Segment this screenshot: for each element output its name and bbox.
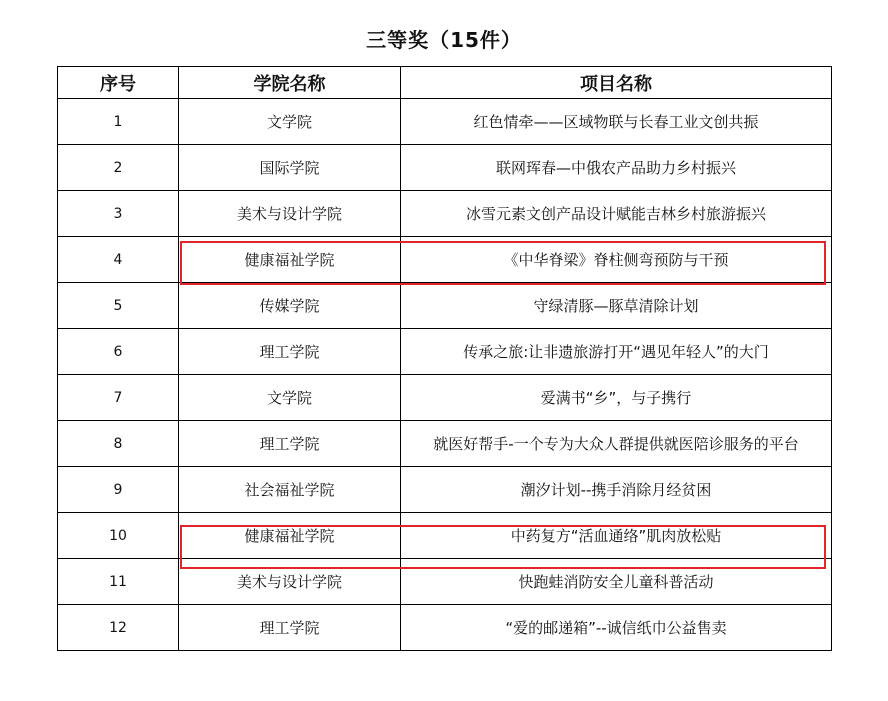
college-name: 社会福祉学院 bbox=[179, 467, 401, 513]
row-number: 10 bbox=[58, 513, 179, 559]
college-name: 理工学院 bbox=[179, 329, 401, 375]
row-number: 7 bbox=[58, 375, 179, 421]
table-row bbox=[58, 145, 832, 191]
college-name: 文学院 bbox=[179, 375, 401, 421]
project-name: 中药复方“活血通络”肌肉放松贴 bbox=[401, 513, 832, 559]
table-row bbox=[58, 283, 832, 329]
row-number: 6 bbox=[58, 329, 179, 375]
college-name: 美术与设计学院 bbox=[179, 559, 401, 605]
table-row bbox=[58, 99, 832, 145]
column-header-project: 项目名称 bbox=[401, 67, 832, 99]
table-row bbox=[58, 467, 832, 513]
college-name: 文学院 bbox=[179, 99, 401, 145]
college-name: 理工学院 bbox=[179, 421, 401, 467]
table-row bbox=[58, 375, 832, 421]
college-name: 健康福祉学院 bbox=[179, 513, 401, 559]
table-row bbox=[58, 559, 832, 605]
project-name: 快跑蛙消防安全儿童科普活动 bbox=[401, 559, 832, 605]
project-name: 联网珲春—中俄农产品助力乡村振兴 bbox=[401, 145, 832, 191]
column-header-number: 序号 bbox=[58, 67, 179, 99]
row-number: 2 bbox=[58, 145, 179, 191]
row-number: 3 bbox=[58, 191, 179, 237]
project-name: 就医好帮手-一个专为大众人群提供就医陪诊服务的平台 bbox=[401, 421, 832, 467]
row-number: 8 bbox=[58, 421, 179, 467]
award-title: 三等奖（15件） bbox=[366, 28, 522, 52]
project-name: 红色情牵——区域物联与长春工业文创共振 bbox=[401, 99, 832, 145]
table-row bbox=[58, 513, 832, 559]
table-row bbox=[58, 421, 832, 467]
table-row bbox=[58, 605, 832, 651]
row-number: 12 bbox=[58, 605, 179, 651]
column-header-college: 学院名称 bbox=[179, 67, 401, 99]
college-name: 国际学院 bbox=[179, 145, 401, 191]
awards-table bbox=[57, 66, 832, 651]
project-name: 守绿清豚—豚草清除计划 bbox=[401, 283, 832, 329]
project-name: 《中华脊梁》脊柱侧弯预防与干预 bbox=[401, 237, 832, 283]
college-name: 美术与设计学院 bbox=[179, 191, 401, 237]
row-number: 5 bbox=[58, 283, 179, 329]
project-name: 爱满书“乡”，与子携行 bbox=[401, 375, 832, 421]
project-name: 冰雪元素文创产品设计赋能吉林乡村旅游振兴 bbox=[401, 191, 832, 237]
college-name: 健康福祉学院 bbox=[179, 237, 401, 283]
college-name: 理工学院 bbox=[179, 605, 401, 651]
project-name: 潮汐计划--携手消除月经贫困 bbox=[401, 467, 832, 513]
table-row bbox=[58, 329, 832, 375]
project-name: “爱的邮递箱”--诚信纸巾公益售卖 bbox=[401, 605, 832, 651]
row-number: 9 bbox=[58, 467, 179, 513]
table-header-row bbox=[58, 67, 832, 99]
row-number: 1 bbox=[58, 99, 179, 145]
table-row bbox=[58, 237, 832, 283]
row-number: 11 bbox=[58, 559, 179, 605]
row-number: 4 bbox=[58, 237, 179, 283]
project-name: 传承之旅:让非遗旅游打开“遇见年轻人”的大门 bbox=[401, 329, 832, 375]
college-name: 传媒学院 bbox=[179, 283, 401, 329]
table-row bbox=[58, 191, 832, 237]
